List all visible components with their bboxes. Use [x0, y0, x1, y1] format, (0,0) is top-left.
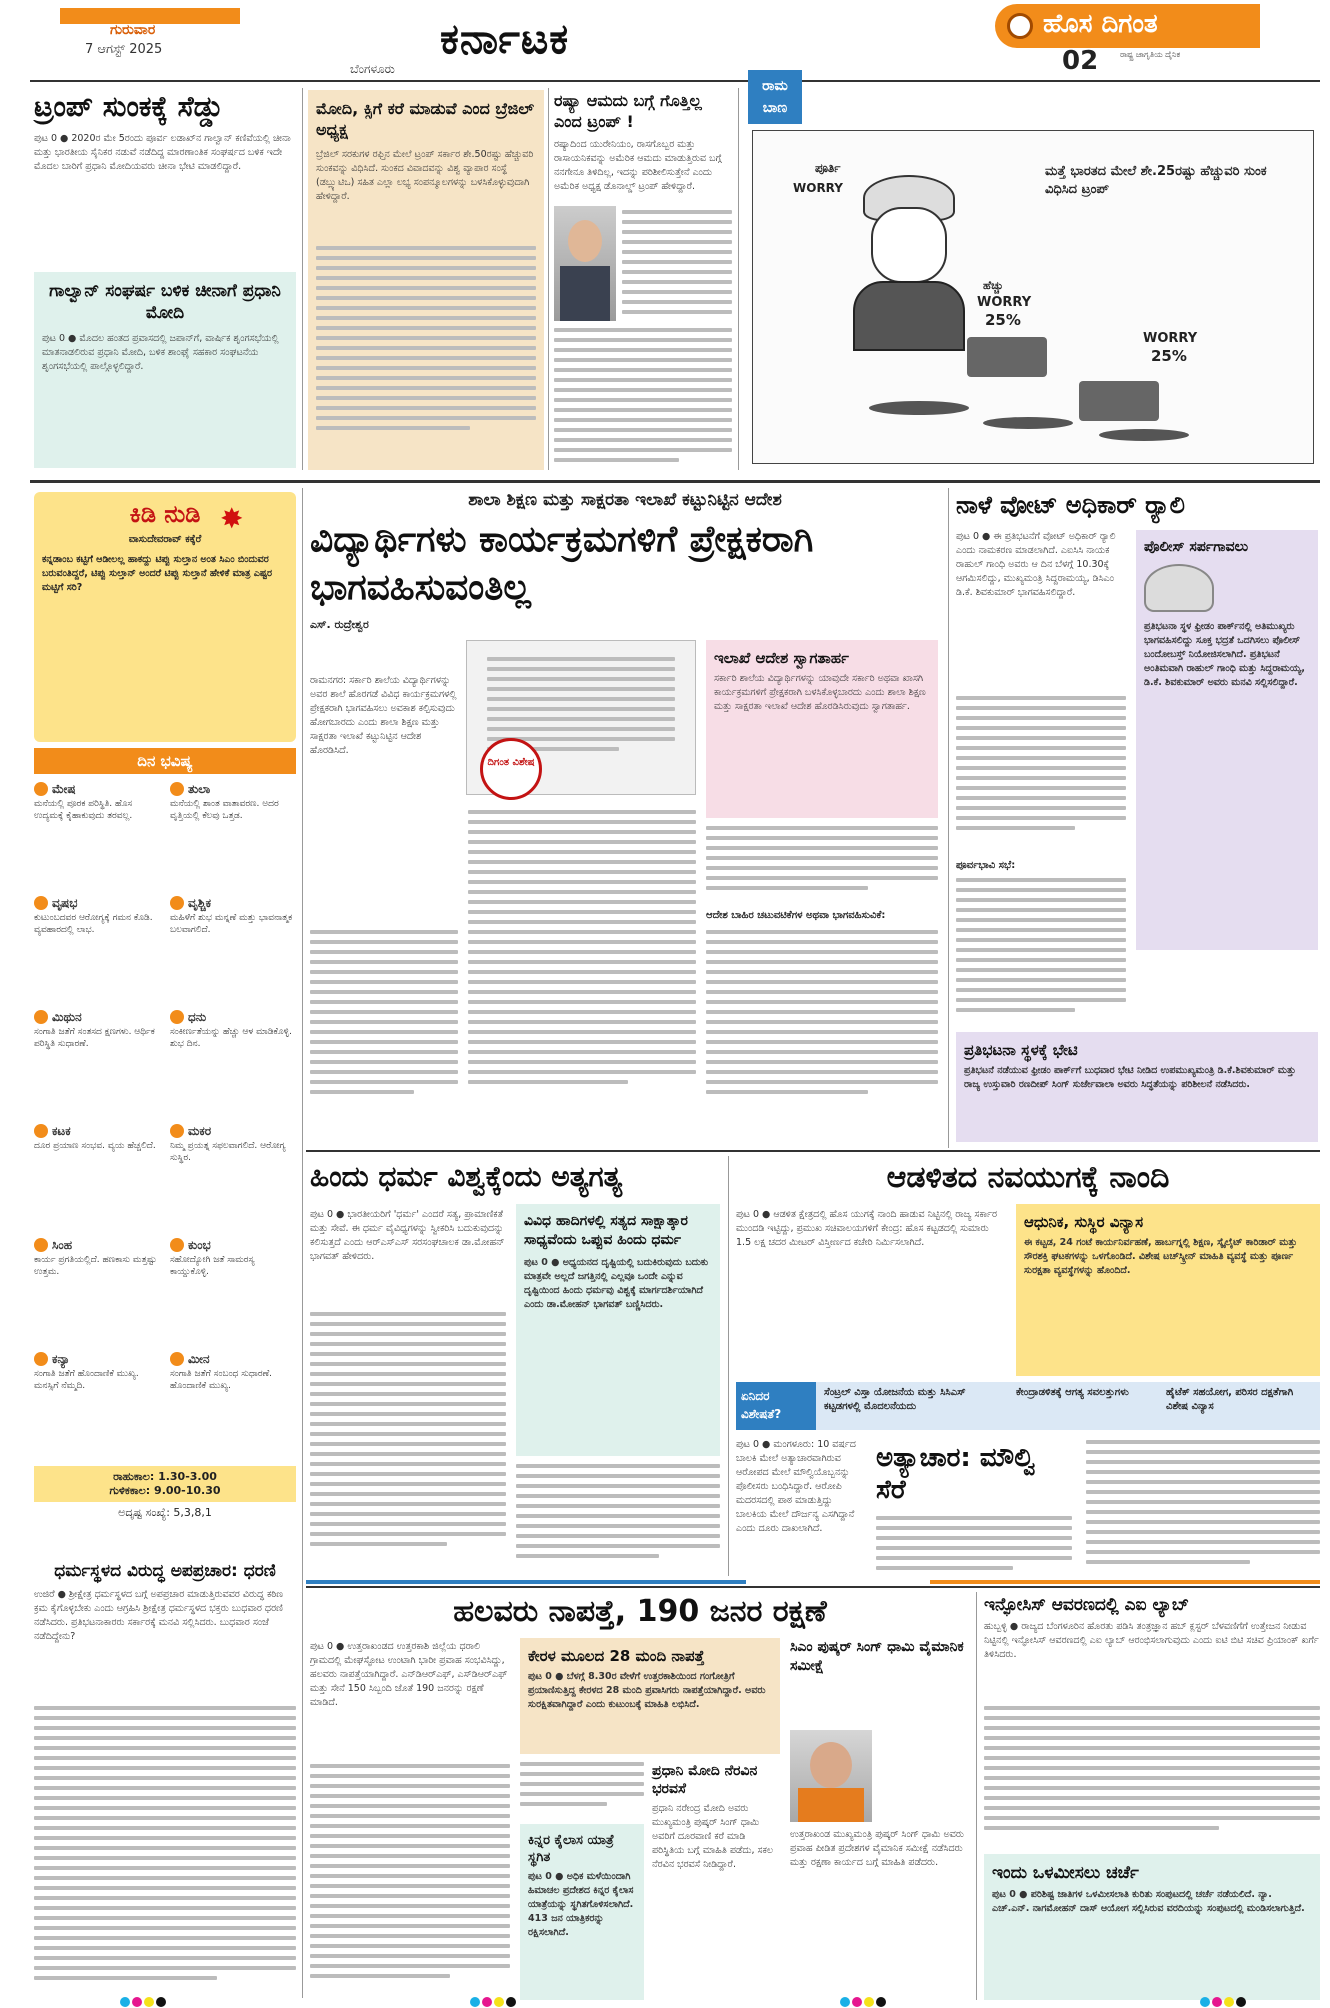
zodiac-name: ವೃಶ್ಚಿಕ: [188, 896, 212, 910]
box-headline: ವಿವಿಧ ಹಾದಿಗಳಲ್ಲಿ ಸತ್ಯದ ಸಾಕ್ಷಾತ್ಕಾರ ಸಾಧ್ಯವೆಂದು ಒಪ್ಪುವ ಹಿಂದು ಧರ್ಮ: [524, 1213, 688, 1248]
spark-icon: ✸: [220, 502, 244, 535]
box-body: ಸರ್ಕಾರಿ ಶಾಲೆಯ ವಿದ್ಯಾರ್ಥಿಗಳನ್ನು ಯಾವುದೇ ಸರ್ಕಾರಿ ಅಥವಾ ಖಾಸಗಿ ಕಾರ್ಯಕ್ರಮಗಳಿಗೆ ಪ್ರೇಕ್ಷಕರಾಗಿ ಬಳಸಿಕೊಳ್ಳಬಾರದು ಎಂದು ಶಾಲಾ ಶಿಕ್ಷಣ ಮತ್ತು ಸಾಕ್ಷರತಾ ಇಲಾಖೆ ಆದೇಶ ಹೊರಡಿಸಿರುವುದು ಸ್ವಾಗತಾರ್ಹ.: [714, 673, 926, 712]
headline: ನಾಳೆ ವೋಟ್ ಅಧಿಕಾರ್ ರ‍್ಯಾಲಿ: [956, 491, 1185, 519]
zodiac-text: ಸಹೋದ್ಯೋಗಿ ಜತೆ ಸಾಮರಸ್ಯ ಕಾಯ್ದುಕೊಳ್ಳಿ.: [170, 1255, 255, 1277]
story-trump-tariff: [34, 90, 296, 270]
zodiac-icon: [34, 1352, 48, 1366]
byline: ಎಸ್. ರುದ್ರೇಶ್ವರ: [310, 618, 369, 631]
horoscope-title: ದಿನ ಭವಿಷ್ಯ: [34, 748, 296, 774]
paper-logo: [995, 4, 1260, 48]
box-galwan: [34, 272, 296, 468]
zodiac-name: ಕನ್ಯಾ: [52, 1352, 70, 1366]
box-hindu-truth: [516, 1204, 720, 1456]
horoscope-entry: [170, 1352, 296, 1460]
box-protest-visit: [956, 1032, 1318, 1142]
zodiac-text: ಸಂಕೀರ್ಣತೆಯನ್ನು ಹೆಚ್ಚು ಆಳ ಮಾಡಿಕೊಳ್ಳಿ. ಶುಭ ದಿನ.: [170, 1027, 292, 1049]
headline: ಟ್ರಂಪ್ ಸುಂಕಕ್ಕೆ ಸೆಡ್ಡು: [34, 90, 224, 123]
box-body: ಪುಟ 0 ● ಮೊದಲ ಹಂತದ ಪ್ರವಾಸದಲ್ಲಿ ಜಪಾನ್‌ಗೆ, ವಾರ್ಷಿಕ ಶೃಂಗಸಭೆಯಲ್ಲಿ ಮಾತನಾಡಲಿರುವ ಪ್ರಧಾನಿ ಮೋದಿ, ಬಳಿಕ ಶಾಂಘೈ ಸಹಕಾರ ಸಂಘಟನೆಯ ಶೃಂಗಸಭೆಯಲ್ಲಿ ಪಾಲ್ಗೊಳ್ಳಲಿದ್ದಾರೆ.: [42, 333, 279, 372]
story-body: ರಾಮನಗರ: ಸರ್ಕಾರಿ ಶಾಲೆಯ ವಿದ್ಯಾರ್ಥಿಗಳನ್ನು ಅವರ ಶಾಲೆ ಹೊರಗಡೆ ವಿವಿಧ ಕಾರ್ಯಕ್ರಮಗಳಲ್ಲಿ ಪ್ರೇಕ್ಷಕರಾಗಿ ಭಾಗವಹಿಸಲು ಅವಕಾಶ ಕಲ್ಪಿಸುವುದು ಹೋಗಬಾರದು ಎಂದು ಶಾಲಾ ಶಿಕ್ಷಣ ಮತ್ತು ಸಾಕ್ಷರತಾ ಇಲಾಖೆ ಕಟ್ಟುನಿಟ್ಟಿನ ಆದೇಶ ಹೊರಡಿಸಿದೆ.: [310, 675, 457, 756]
box-headline: ಆಧುನಿಕ, ಸುಸ್ಥಿರ ವಿನ್ಯಾಸ: [1024, 1213, 1144, 1231]
horoscope-entry: [34, 782, 160, 890]
zodiac-icon: [34, 1124, 48, 1138]
cartoon-label: WORRY: [977, 295, 1032, 310]
headline: ಆಡಳಿತದ ನವಯುಗಕ್ಕೆ ನಾಂದಿ: [886, 1160, 1170, 1195]
lucky-number: ಅದೃಷ್ಟ ಸಂಖ್ಯೆ: 5,3,8,1: [118, 1506, 212, 1519]
kidinudi-title: ಕಿಡಿ ನುಡಿ: [129, 500, 201, 528]
horoscope-entry: [34, 1010, 160, 1118]
kidinudi-author: ವಾಸುದೇವರಾವ್ ಕಕ್ಕೆರೆ: [128, 534, 202, 545]
cartoon-label: ಪೂರ್ತಿ: [815, 161, 841, 175]
headline: ಧರ್ಮಸ್ಥಳದ ವಿರುದ್ಧ ಅಪಪ್ರಚಾರ: ಧರಣಿ: [54, 1561, 276, 1581]
box-olameesalu: [984, 1854, 1320, 2000]
cartoon-panel: [752, 130, 1314, 464]
logo-emblem-icon: [1007, 13, 1033, 39]
headline: ಸಿಎಂ ಪುಷ್ಕರ್ ಸಿಂಗ್ ಧಾಮಿ ವೈಮಾನಿಕ ಸಮೀಕ್ಷೆ: [790, 1639, 964, 1674]
zodiac-name: ಧನು: [188, 1010, 207, 1024]
box-headline: ಗಾಲ್ವಾನ್ ಸಂಘರ್ಷ ಬಳಿಕ ಚೀನಾಗೆ ಪ್ರಧಾನಿ ಮೋದಿ: [49, 281, 281, 323]
zodiac-text: ನಿಮ್ಮ ಪ್ರಯತ್ನ ಸಫಲವಾಗಲಿದೆ. ಆರೋಗ್ಯ ಸುಸ್ಥಿರ.: [170, 1141, 286, 1163]
story-body: ಪುಟ 0 ● ಮಂಗಳೂರು: 10 ವರ್ಷದ ಬಾಲಕಿ ಮೇಲೆ ಅತ್ಯಾಚಾರವಾಗಿರುವ ಆರೋಪದ ಮೇಲೆ ಮೌಲ್ವಿಯೊಬ್ಬನನ್ನು ಪೊಲೀಸರು ಬಂಧಿಸಿದ್ದಾರೆ. ಆರೋಪಿ ಮದರಸದಲ್ಲಿ ಪಾಠ ಮಾಡುತ್ತಿದ್ದು ಬಾಲಕಿಯ ಮೇಲೆ ದೌರ್ಜನ್ಯ ಎಸಗಿದ್ದಾನೆ ಎಂದು ದೂರು ದಾಖಲಾಗಿದೆ.: [736, 1439, 856, 1534]
story-body: ಪ್ರಧಾನಿ ನರೇಂದ್ರ ಮೋದಿ ಅವರು ಮುಖ್ಯಮಂತ್ರಿ ಪುಷ್ಕರ್ ಸಿಂಗ್ ಧಾಮಿ ಅವರಿಗೆ ದೂರವಾಣಿ ಕರೆ ಮಾಡಿ ಪರಿಸ್ಥಿತಿಯ ಬಗ್ಗೆ ಮಾಹಿತಿ ಪಡೆದು, ಸಕಲ ನೆರವಿನ ಭರವಸೆ ನೀಡಿದ್ದಾರೆ.: [652, 1803, 774, 1870]
headline: ಅತ್ಯಾಚಾರ: ಮೌಲ್ವಿ ಸೆರೆ: [876, 1443, 1036, 1505]
horoscope-entry: [170, 896, 296, 1004]
section-divider-band: [306, 1580, 746, 1584]
masthead: [0, 0, 1330, 80]
cartoon-leg-icon: [1079, 381, 1159, 421]
box-police: [1136, 530, 1318, 950]
zodiac-name: ಕಟಕ: [52, 1124, 71, 1138]
section-divider-band: [930, 1580, 1320, 1584]
story-school: [310, 490, 940, 1140]
box-body: ಪುಟ 0 ● ಅಧ್ಯಯನದ ದೃಷ್ಟಿಯಲ್ಲಿ ಬದುಕಿರುವುದು ಬದುಕು ಮಾತ್ರವೇ ಅಲ್ಲದೆ ಜಗತ್ತಿನಲ್ಲಿ ಎಲ್ಲವೂ ಒಂದೇ ಎನ್ನುವ ದೃಷ್ಟಿಯಿಂದ ಹಿಂದು ಧರ್ಮವು ವಿಶ್ವಕ್ಕೆ ಮಾರ್ಗದರ್ಶಿಯಾಗಿದೆ ಎಂದು ಡಾ.ಮೋಹನ್ ಭಾಗವತ್ ಬಣ್ಣಿಸಿದರು.: [524, 1257, 709, 1310]
story-pm-assurance: [652, 1762, 780, 2000]
kalam-box: [34, 1466, 296, 1502]
story-body: ಉತ್ತರಾಖಂಡ ಮುಖ್ಯಮಂತ್ರಿ ಪುಷ್ಕರ್ ಸಿಂಗ್ ಧಾಮಿ ಅವರು ಪ್ರವಾಹ ಪೀಡಿತ ಪ್ರದೇಶಗಳ ವೈಮಾನಿಕ ಸಮೀಕ್ಷೆ ನಡೆಸಿದರು ಮತ್ತು ರಕ್ಷಣಾ ಕಾರ್ಯದ ಬಗ್ಗೆ ಮಾಹಿತಿ ಪಡೆದರು.: [790, 1829, 964, 1868]
story-cm-survey: [790, 1638, 970, 2000]
story-body: ಪುಟ 0 ● ಉತ್ತರಾಖಂಡದ ಉತ್ತರಕಾಶಿ ಜಿಲ್ಲೆಯ ಧರಾಲಿ ಗ್ರಾಮದಲ್ಲಿ ಮೇಘಸ್ಫೋಟ ಉಂಟಾಗಿ ಭಾರೀ ಪ್ರವಾಹ ಸಂಭವಿಸಿದ್ದು, ಹಲವರು ನಾಪತ್ತೆಯಾಗಿದ್ದಾರೆ. ಎನ್‌ಡಿಆರ್‌ಎಫ್, ಎಸ್‌ಡಿಆರ್‌ಎಫ್ ಮತ್ತು ಸೇನೆ 150 ಸಿಬ್ಬಂದಿ ಜೊತೆ 190 ಜನರನ್ನು ರಕ್ಷಣೆ ಮಾಡಿದೆ.: [310, 1641, 508, 1708]
box-brazil: [308, 90, 544, 470]
digantha-vishesha-stamp: [480, 738, 542, 800]
rahu-kala: ರಾಹುಕಾಲ: 1.30-3.00: [113, 1470, 217, 1483]
cartoon-leg-icon: [967, 337, 1047, 377]
story-body: ಪುಟ 0 ● ಭಾರತೀಯರಿಗೆ 'ಧರ್ಮ' ಎಂದರೆ ಸತ್ಯ, ಪ್ರಾಮಾಣಿಕತೆ ಮತ್ತು ಸೇವೆ. ಈ ಧರ್ಮ ವೈವಿಧ್ಯಗಳನ್ನು ಸ್ವೀಕರಿಸಿ ಬದುಕುವುದನ್ನು ಕಲಿಸುತ್ತದೆ ಎಂದು ಆರ್‌ಎಸ್‌ಎಸ್ ಸರಸಂಘಚಾಲಕ ಡಾ.ಮೋಹನ್ ಭಾಗವತ್ ಹೇಳಿದರು.: [310, 1209, 505, 1262]
masthead-rule: [30, 80, 1320, 82]
horoscope-entry: [170, 782, 296, 890]
zodiac-name: ಮೀನ: [188, 1352, 210, 1366]
print-registration-marks: [120, 1992, 168, 2008]
print-registration-marks: [1200, 1992, 1248, 2008]
horoscope: [34, 748, 296, 1548]
box-body: ಪ್ರತಿಭಟನಾ ಸ್ಥಳ ಫ್ರೀಡಂ ಪಾರ್ಕ್‌ನಲ್ಲಿ ಅತಿಮುಖ್ಯರು ಭಾಗವಹಿಸಲಿದ್ದು ಸೂಕ್ತ ಭದ್ರತೆ ಒದಗಿಸಲು ಪೊಲೀಸ್ ಬಂದೋಬಸ್ತ್ ನಿಯೋಜಿಸಲಾಗಿದೆ. ಪ್ರತಿಭಟನೆ ಅಂತಿಮವಾಗಿ ರಾಹುಲ್ ಗಾಂಧಿ ಮತ್ತು ಸಿದ್ದರಾಮಯ್ಯ, ಡಿ.ಕೆ. ಶಿವಕುಮಾರ್ ಅವರು ಮನವಿ ಸಲ್ಲಿಸಲಿದ್ದಾರೆ.: [1144, 621, 1305, 688]
headline: ಇನ್ಫೋಸಿಸ್ ಆವರಣದಲ್ಲಿ ಎಐ ಲ್ಯಾಬ್: [984, 1595, 1189, 1615]
story-atrocity: [736, 1438, 1076, 1578]
story-missing: [310, 1594, 970, 2000]
print-registration-marks: [470, 1992, 518, 2008]
page-number: 02: [1062, 46, 1099, 76]
box-kerala: [520, 1638, 780, 1754]
horoscope-entry: [34, 1124, 160, 1232]
section-title: ಕರ್ನಾಟಕ: [440, 14, 570, 63]
zodiac-icon: [170, 1238, 184, 1252]
zodiac-text: ಸಂಗಾತಿ ಜತೆಗೆ ಹೊಂದಾಣಿಕೆ ಮುಖ್ಯ. ಮನಸ್ಸಿಗೆ ನೆಮ್ಮದಿ.: [34, 1369, 139, 1391]
horoscope-grid: [34, 782, 296, 1460]
trump-photo: [554, 206, 616, 321]
box-body: ಪ್ರತಿಭಟನೆ ನಡೆಯುವ ಫ್ರೀಡಂ ಪಾರ್ಕ್‌ಗೆ ಬುಧವಾರ ಭೇಟಿ ನೀಡಿದ ಉಪಮುಖ್ಯಮಂತ್ರಿ ಡಿ.ಕೆ.ಶಿವಕುಮಾರ್ ಮತ್ತು ರಾಜ್ಯ ಉಸ್ತುವಾರಿ ರಣದೀಪ್ ಸಿಂಗ್ ಸುರ್ಜೇವಾಲಾ ಅವರು ಸಿದ್ಧತೆಯನ್ನು ಪರಿಶೀಲನೆ ನಡೆಸಿದರು.: [964, 1065, 1296, 1090]
story-infosys: [984, 1594, 1320, 1844]
box-headline: ಮೋದಿ, ಕ್ಸಿಗೆ ಕರೆ ಮಾಡುವೆ ಎಂದ ಬ್ರೆಜಿಲ್ ಅಧ್ಯಕ್ಷ: [316, 99, 534, 139]
headline: ವಿದ್ಯಾರ್ಥಿಗಳು ಕಾರ್ಯಕ್ರಮಗಳಿಗೆ ಪ್ರೇಕ್ಷಕರಾಗಿ ಭಾಗವಹಿಸುವಂತಿಲ್ಲ: [310, 519, 814, 608]
box-headline: ಕೇರಳ ಮೂಲದ 28 ಮಂದಿ ನಾಪತ್ತೆ: [528, 1647, 705, 1665]
zodiac-icon: [34, 1238, 48, 1252]
paper-name: ಹೊಸ ದಿಗಂತ: [1043, 9, 1158, 39]
headline: ಪ್ರಧಾನಿ ಮೋದಿ ನೆರವಿನ ಭರವಸೆ: [652, 1763, 758, 1797]
box-headline: ಇಲಾಖೆ ಆದೇಶ ಸ್ವಾಗತಾರ್ಹ: [714, 649, 849, 667]
masthead-city: ಬೆಂಗಳೂರು: [350, 62, 395, 76]
story-body: ಉಜಿರೆ ● ಶ್ರೀಕ್ಷೇತ್ರ ಧರ್ಮಸ್ಥಳದ ಬಗ್ಗೆ ಅಪಪ್ರಚಾರ ಮಾಡುತ್ತಿರುವವರ ವಿರುದ್ಧ ಕಠಿಣ ಕ್ರಮ ಕೈಗೊಳ್ಳಬೇಕು ಎಂದು ಆಗ್ರಹಿಸಿ ಶ್ರೀಕ್ಷೇತ್ರ ಧರ್ಮಸ್ಥಳದ ಭಕ್ತರು ಬುಧವಾರ ಧರಣಿ ನಡೆಸಿದರು. ಪ್ರತಿಭಟನಾಕಾರರು ಸರ್ಕಾರಕ್ಕೆ ಮನವಿ ಸಲ್ಲಿಸಿದರು. ಬುಧವಾರ ಸಂಜೆ ನಡೆದಿದ್ದೇನು?: [34, 1589, 283, 1642]
cartoon-shadow-icon: [983, 417, 1073, 429]
masthead-day: ಗುರುವಾರ: [110, 22, 156, 38]
story-body: ಹುಬ್ಬಳ್ಳಿ ● ರಾಜ್ಯದ ಬೆಂಗಳೂರಿನ ಹೊರತು ಪಡಿಸಿ ತಂತ್ರಜ್ಞಾನ ಹಬ್ ಕ್ಲಸ್ಟರ್ ಬೆಳವಣಿಗೆಗೆ ಉತ್ತೇಜನ ನೀಡುವ ನಿಟ್ಟಿನಲ್ಲಿ ಇನ್ಫೋಸಿಸ್ ಆವರಣದಲ್ಲಿ ಎಐ ಲ್ಯಾಬ್ ಆರಂಭಿಸಲಾಗುವುದು ಎಂದು ಐಟಿ ಬಿಟಿ ಸಚಿವ ಪ್ರಿಯಾಂಕ್ ಖರ್ಗೆ ತಿಳಿಸಿದರು.: [984, 1621, 1319, 1660]
story-vote: [956, 490, 1318, 1140]
headline: ಹಿಂದು ಧರ್ಮ ವಿಶ್ವಕ್ಕೆಂದು ಅತ್ಯಗತ್ಯ: [310, 1160, 623, 1193]
story-admin: [736, 1160, 1320, 1580]
police-cap-icon: [1144, 564, 1214, 612]
story-body: ರಷ್ಯಾದಿಂದ ಯುರೇನಿಯಂ, ರಾಸಗೊಬ್ಬರ ಮತ್ತು ರಾಸಾಯನಿಕವನ್ನು ಅಮೆರಿಕ ಆಮದು ಮಾಡುತ್ತಿರುವ ಬಗ್ಗೆ ನನಗೇನೂ ತಿಳಿದಿಲ್ಲ, ಇದನ್ನು ಪರಿಶೀಲಿಸುತ್ತೇನೆ ಎಂದು ಅಮೆರಿಕ ಅಧ್ಯಕ್ಷ ಡೊನಾಲ್ಡ್ ಟ್ರಂಪ್ ಹೇಳಿದ್ದಾರೆ.: [554, 139, 722, 192]
cartoon-label: 25%: [985, 311, 1021, 329]
story-dharmasthala: [34, 1560, 296, 2000]
cartoon-caption: ಮತ್ತೆ ಭಾರತದ ಮೇಲೆ ಶೇ.25ರಷ್ಟು ಹೆಚ್ಚುವರಿ ಸುಂಕ ವಿಧಿಸಿದ ಟ್ರಂಪ್: [1045, 164, 1267, 197]
specialty-item: ಕೇಂದ್ರಾಡಳಿತಕ್ಕೆ ಆಗತ್ಯ ಸವಲತ್ತುಗಳು: [1016, 1387, 1129, 1398]
cartoon-shadow-icon: [869, 401, 969, 415]
zodiac-text: ಕಾರ್ಯ ಪ್ರಗತಿಯಲ್ಲಿದೆ. ಹಣಕಾಸು ಮತ್ತಷ್ಟು ಉತ್ತಮ.: [34, 1255, 157, 1277]
cartoon-label: WORRY: [793, 181, 843, 195]
specialty-item: ಹೈಟೆಕ್ ಸಹಯೋಗ, ಪರಿಸರ ದಕ್ಷತೆಗಾಗಿ ವಿಶೇಷ ವಿನ್ಯಾಸ: [1166, 1387, 1294, 1412]
box-kidinudi: [34, 492, 296, 742]
zodiac-name: ಕುಂಭ: [188, 1238, 211, 1252]
ramabana-badge: [748, 70, 802, 124]
box-headline: ಪೊಲೀಸ್ ಸರ್ಪಗಾವಲು: [1144, 539, 1249, 555]
masthead-date: 7 ಆಗಸ್ಟ್ 2025: [85, 42, 163, 57]
cartoon-trump-icon: [843, 167, 973, 327]
headline: ಹಲವರು ನಾಪತ್ತೆ, 190 ಜನರ ರಕ್ಷಣೆ: [453, 1594, 827, 1629]
box-body: ಪುಟ 0 ● ಪರಿಶಿಷ್ಟ ಜಾತಿಗಳ ಒಳಮೀಸಲಾತಿ ಕುರಿತು ಸಂಪುಟದಲ್ಲಿ ಚರ್ಚೆ ನಡೆಯಲಿದೆ. ನ್ಯಾ. ಎಚ್.ಎನ್. ನಾಗಮೋಹನ್ ದಾಸ್ ಆಯೋಗ ಸಲ್ಲಿಸಿರುವ ವರದಿಯನ್ನು ಸಂಪುಟದಲ್ಲಿ ಮಂಡಿಸಲಾಗುತ್ತಿದೆ.: [992, 1889, 1305, 1914]
zodiac-icon: [170, 1010, 184, 1024]
zodiac-icon: [170, 896, 184, 910]
box-body: ಪುಟ 0 ● ಬೆಳಗ್ಗೆ 8.30ರ ವೇಳೆಗೆ ಉತ್ತರಕಾಶಿಯಿಂದ ಗಂಗೋತ್ರಿಗೆ ಪ್ರಯಾಣಿಸುತ್ತಿದ್ದ ಕೇರಳದ 28 ಮಂದಿ ಪ್ರವಾಸಿಗರು ನಾಪತ್ತೆಯಾಗಿದ್ದಾರೆ. ಅವರು ಸುರಕ್ಷಿತವಾಗಿದ್ದಾರೆ ಎಂದು ಕುಟುಂಬಕ್ಕೆ ಮಾಹಿತಿ ಲಭಿಸಿದೆ.: [528, 1671, 766, 1710]
zodiac-name: ಮಿಥುನ: [52, 1010, 82, 1024]
box-kinnar: [520, 1824, 644, 2000]
box-order-welcome: [706, 640, 938, 818]
zodiac-icon: [34, 896, 48, 910]
cartoon-label: 25%: [1151, 347, 1187, 365]
subhead: ಆದೇಶ ಬಾಹಿರ ಚಟುವಟಿಕೆಗಳ ಅಥವಾ ಭಾಗವಹಿಸುವಿಕೆ:: [706, 910, 886, 921]
subhead: ಪೂರ್ವಭಾವಿ ಸಭೆ:: [956, 860, 1016, 871]
specialty-item: ಸೆಂಟ್ರಲ್ ವಿಸ್ತಾ ಯೋಜನೆಯ ಮತ್ತು ಸಿಸಿಎಸ್ ಕಟ್ಟಡಗಳಲ್ಲಿ ಮೊದಲನೆಯದು: [824, 1387, 966, 1412]
zodiac-name: ವೃಷಭ: [52, 896, 78, 910]
box-body: ಬ್ರೆಜಿಲ್ ಸರಕುಗಳ ರಫ್ತಿನ ಮೇಲೆ ಟ್ರಂಪ್ ಸರ್ಕಾರ ಶೇ.50ರಷ್ಟು ಹೆಚ್ಚುವರಿ ಸುಂಕವನ್ನು ವಿಧಿಸಿದೆ. ಸುಂಕದ ವಿವಾದವನ್ನು ವಿಶ್ವ ವ್ಯಾಪಾರ ಸಂಸ್ಥೆ (ಡಬ್ಲ್ಯುಟಿಒ) ಸಹಿತ ಎಲ್ಲಾ ಲಭ್ಯ ಸಂಪನ್ಮೂಲಗಳನ್ನು ಬಳಸಿಕೊಳ್ಳುವುದಾಗಿ ಹೇಳಿದ್ದಾರೆ.: [316, 149, 534, 202]
zodiac-icon: [34, 782, 48, 796]
print-registration-marks: [840, 1992, 888, 2008]
gulika-kala: ಗುಳಿಕಕಾಲ: 9.00-10.30: [109, 1484, 221, 1497]
horoscope-entry: [170, 1010, 296, 1118]
box-modern-design: [1016, 1204, 1320, 1376]
box-body: ಪುಟ 0 ● ಅಧಿಕ ಮಳೆಯಿಂದಾಗಿ ಹಿಮಾಚಲ ಪ್ರದೇಶದ ಕಿನ್ನರ ಕೈಲಾಸ ಯಾತ್ರೆಯನ್ನು ಸ್ಥಗಿತಗೊಳಿಸಲಾಗಿದೆ. 413 ಜನ ಯಾತ್ರಿಕರನ್ನು ರಕ್ಷಿಸಲಾಗಿದೆ.: [528, 1871, 634, 1938]
zodiac-name: ಮೇಷ: [52, 782, 76, 796]
specialty-question: ಏನಿದರ ವಿಶೇಷತೆ?: [736, 1382, 816, 1430]
zodiac-text: ಸಂಗಾತಿ ಜತೆಗೆ ಸಂಬಂಧ ಸುಧಾರಣೆ. ಹೊಂದಾಣಿಕೆ ಮುಖ್ಯ.: [170, 1369, 273, 1391]
box-headline: ಪ್ರತಿಭಟನಾ ಸ್ಥಳಕ್ಕೆ ಭೇಟಿ: [964, 1041, 1078, 1059]
zodiac-name: ಮಕರ: [188, 1124, 212, 1138]
cartoon-label: WORRY: [1143, 331, 1198, 346]
cartoon-label: ಹೆಚ್ಚು: [983, 279, 1004, 292]
headline: ರಷ್ಯಾ ಆಮದು ಬಗ್ಗೆ ಗೊತ್ತಿಲ್ಲ ಎಂದ ಟ್ರಂಪ್ !: [554, 91, 702, 131]
horoscope-entry: [170, 1238, 296, 1346]
specialty-strip: [736, 1382, 1320, 1430]
zodiac-text: ದೂರ ಪ್ರಯಾಣ ಸಂಭವ. ವ್ಯಯ ಹೆಚ್ಚಲಿದೆ.: [34, 1141, 156, 1151]
horoscope-entry: [34, 1352, 160, 1460]
stamp-text: ದಿಗಂತ ವಿಶೇಷ: [487, 757, 535, 768]
story-russia: [554, 90, 734, 470]
horoscope-entry: [34, 1238, 160, 1346]
horoscope-entry: [170, 1124, 296, 1232]
kidinudi-body: ಕನ್ನಡಾಂಬ ಕಟ್ಟಿಗೆ ಆಡೀಲಲ್ಲ ಹಾಕದ್ದು ಟಿಪ್ಪು ಸುಲ್ತಾನ ಅಂತ ಸಿಎಂ ಬಿಂದುವರ ಬರುವಂತಿದ್ದರೆ, ಟಿಪ್ಪು ಸುಲ್ತಾನ್ ಅಂದರೆ ಟಿಪ್ಪು ಸುಲ್ತಾನೆ ಹೇಳಿಕೆ ಮಾತ್ರ ಎಷ್ಟರ ಮಟ್ಟಿಗೆ ಸರಿ?: [42, 554, 273, 593]
zodiac-icon: [170, 782, 184, 796]
zodiac-text: ಮನೆಯಲ್ಲಿ ಪೂರಕ ಪರಿಸ್ಥಿತಿ. ಹೊಸ ಉದ್ಯಮಕ್ಕೆ ಕೈಹಾಕುವುದು ತರವಲ್ಲ.: [34, 799, 133, 821]
kicker: ಶಾಲಾ ಶಿಕ್ಷಣ ಮತ್ತು ಸಾಕ್ಷರತಾ ಇಲಾಖೆ ಕಟ್ಟುನಿಟ್ಟಿನ ಆದೇಶ: [468, 490, 782, 510]
ramabana-label: ರಾಮ ಬಾಣ: [762, 78, 788, 116]
zodiac-icon: [34, 1010, 48, 1024]
horoscope-entry: [34, 896, 160, 1004]
zodiac-text: ಮಹಿಳೆಗೆ ಶುಭ ಮನ್ನಣೆ ಮತ್ತು ಭಾವನಾತ್ಮಕ ಬಲವಾಗಲಿದೆ.: [170, 913, 293, 935]
box-headline: ಇಂದು ಒಳಮೀಸಲು ಚರ್ಚೆ: [992, 1863, 1139, 1883]
cartoon-shadow-icon: [1099, 429, 1189, 441]
box-body: ಈ ಕಟ್ಟಡ, 24 ಗಂಟೆ ಕಾರ್ಯನಿರ್ವಹಣೆ, ಹಾರ್ಬಗ್ನಲ್ಲಿ ಶಿಕ್ಷಣ, ಸ್ಕೈಲೈಟ್ ಕಾರಿಡಾರ್ ಮತ್ತು ಸೌರಶಕ್ತಿ ಘಟಕಗಳನ್ನು ಒಳಗೊಂಡಿದೆ. ವಿಶೇಷ ಟಚ್‌ಸ್ಕ್ರೀನ್ ಮಾಹಿತಿ ವ್ಯವಸ್ಥೆ ಮತ್ತು ಪೂರ್ಣ ಸುರಕ್ಷತಾ ವ್ಯವಸ್ಥೆಗಳನ್ನು ಹೊಂದಿದೆ.: [1024, 1237, 1298, 1276]
zodiac-text: ಮನೆಯಲ್ಲಿ ಶಾಂತ ವಾತಾವರಣ. ಅದರ ವೃತ್ತಿಯಲ್ಲಿ ಕೆಲವು ಒತ್ತಡ.: [170, 799, 279, 821]
zodiac-name: ತುಲಾ: [188, 782, 211, 796]
zodiac-text: ಸಂಗಾತಿ ಜತೆಗೆ ಸಂತಸದ ಕ್ಷಣಗಳು. ಆರ್ಥಿಕ ಪರಿಸ್ಥಿತಿ ಸುಧಾರಣೆ.: [34, 1027, 155, 1049]
paper-tagline: ರಾಷ್ಟ್ರ ಜಾಗೃತಿಯ ದೈನಿಕ: [1120, 50, 1181, 59]
story-hindu: [310, 1160, 720, 1580]
story-lead: ಪುಟ 0 ● 2020ರ ಮೇ 5ರಂದು ಪೂರ್ವ ಲಡಾಖ್‌ನ ಗಾಲ್ವಾನ್ ಕಣಿವೆಯಲ್ಲಿ ಚೀನಾ ಮತ್ತು ಭಾರತೀಯ ಸೈನಿಕರ ನಡುವೆ ನಡೆದಿದ್ದ ಮಾರಣಾಂತಿಕ ಸಂಘರ್ಷದ ಬಳಿಕ ಇದೇ ಮೊದಲ ಬಾರಿಗೆ ಪ್ರಧಾನಿ ಮೋದಿಯವರು ಚೀನಾ ಭೇಟಿ ಮಾಡಲಿದ್ದಾರೆ.: [34, 133, 291, 172]
zodiac-icon: [170, 1124, 184, 1138]
box-headline: ಕಿನ್ನರ ಕೈಲಾಸ ಯಾತ್ರೆ ಸ್ಥಗಿತ: [528, 1833, 614, 1865]
zodiac-text: ಕುಟುಂಬದವರ ಆರೋಗ್ಯಕ್ಕೆ ಗಮನ ಕೊಡಿ. ವ್ಯವಹಾರದಲ್ಲಿ ಲಾಭ.: [34, 913, 153, 935]
cm-photo: [790, 1730, 872, 1822]
zodiac-icon: [170, 1352, 184, 1366]
story-body: ಪುಟ 0 ● ಆಡಳಿತ ಕ್ಷೇತ್ರದಲ್ಲಿ ಹೊಸ ಯುಗಕ್ಕೆ ನಾಂದಿ ಹಾಡುವ ನಿಟ್ಟಿನಲ್ಲಿ ರಾಜ್ಯ ಸರ್ಕಾರ ಮುಂದಡಿ ಇಟ್ಟಿದ್ದು, ಪ್ರಮುಖ ಸಚಿವಾಲಯಗಳಿಗೆ ಕೇಂದ್ರ: ಹೊಸ ಕಟ್ಟಡದಲ್ಲಿ ಸುಮಾರು 1.5 ಲಕ್ಷ ಚದರ ಮೀಟರ್ ವಿಸ್ತೀರ್ಣದ ಕಚೇರಿ ನಿರ್ಮಿಸಲಾಗಿದೆ.: [736, 1209, 998, 1248]
zodiac-name: ಸಿಂಹ: [52, 1238, 73, 1252]
story-body: ಪುಟ 0 ● ಈ ಪ್ರತಿಭಟನೆಗೆ ವೋಟ್ ಅಧಿಕಾರ್ ರ‍್ಯಾಲಿ ಎಂದು ನಾಮಕರಣ ಮಾಡಲಾಗಿದೆ. ಎಐಸಿಸಿ ನಾಯಕ ರಾಹುಲ್ ಗಾಂಧಿ ಅವರು ಆ ದಿನ ಬೆಳಗ್ಗೆ 10.30ಕ್ಕೆ ಆಗಮಿಸಲಿದ್ದು, ಮುಖ್ಯಮಂತ್ರಿ ಸಿದ್ದರಾಮಯ್ಯ, ಡಿಸಿಎಂ ಡಿ.ಕೆ. ಶಿವಕುಮಾರ್ ಭಾಗವಹಿಸಲಿದ್ದಾರೆ.: [956, 531, 1116, 598]
